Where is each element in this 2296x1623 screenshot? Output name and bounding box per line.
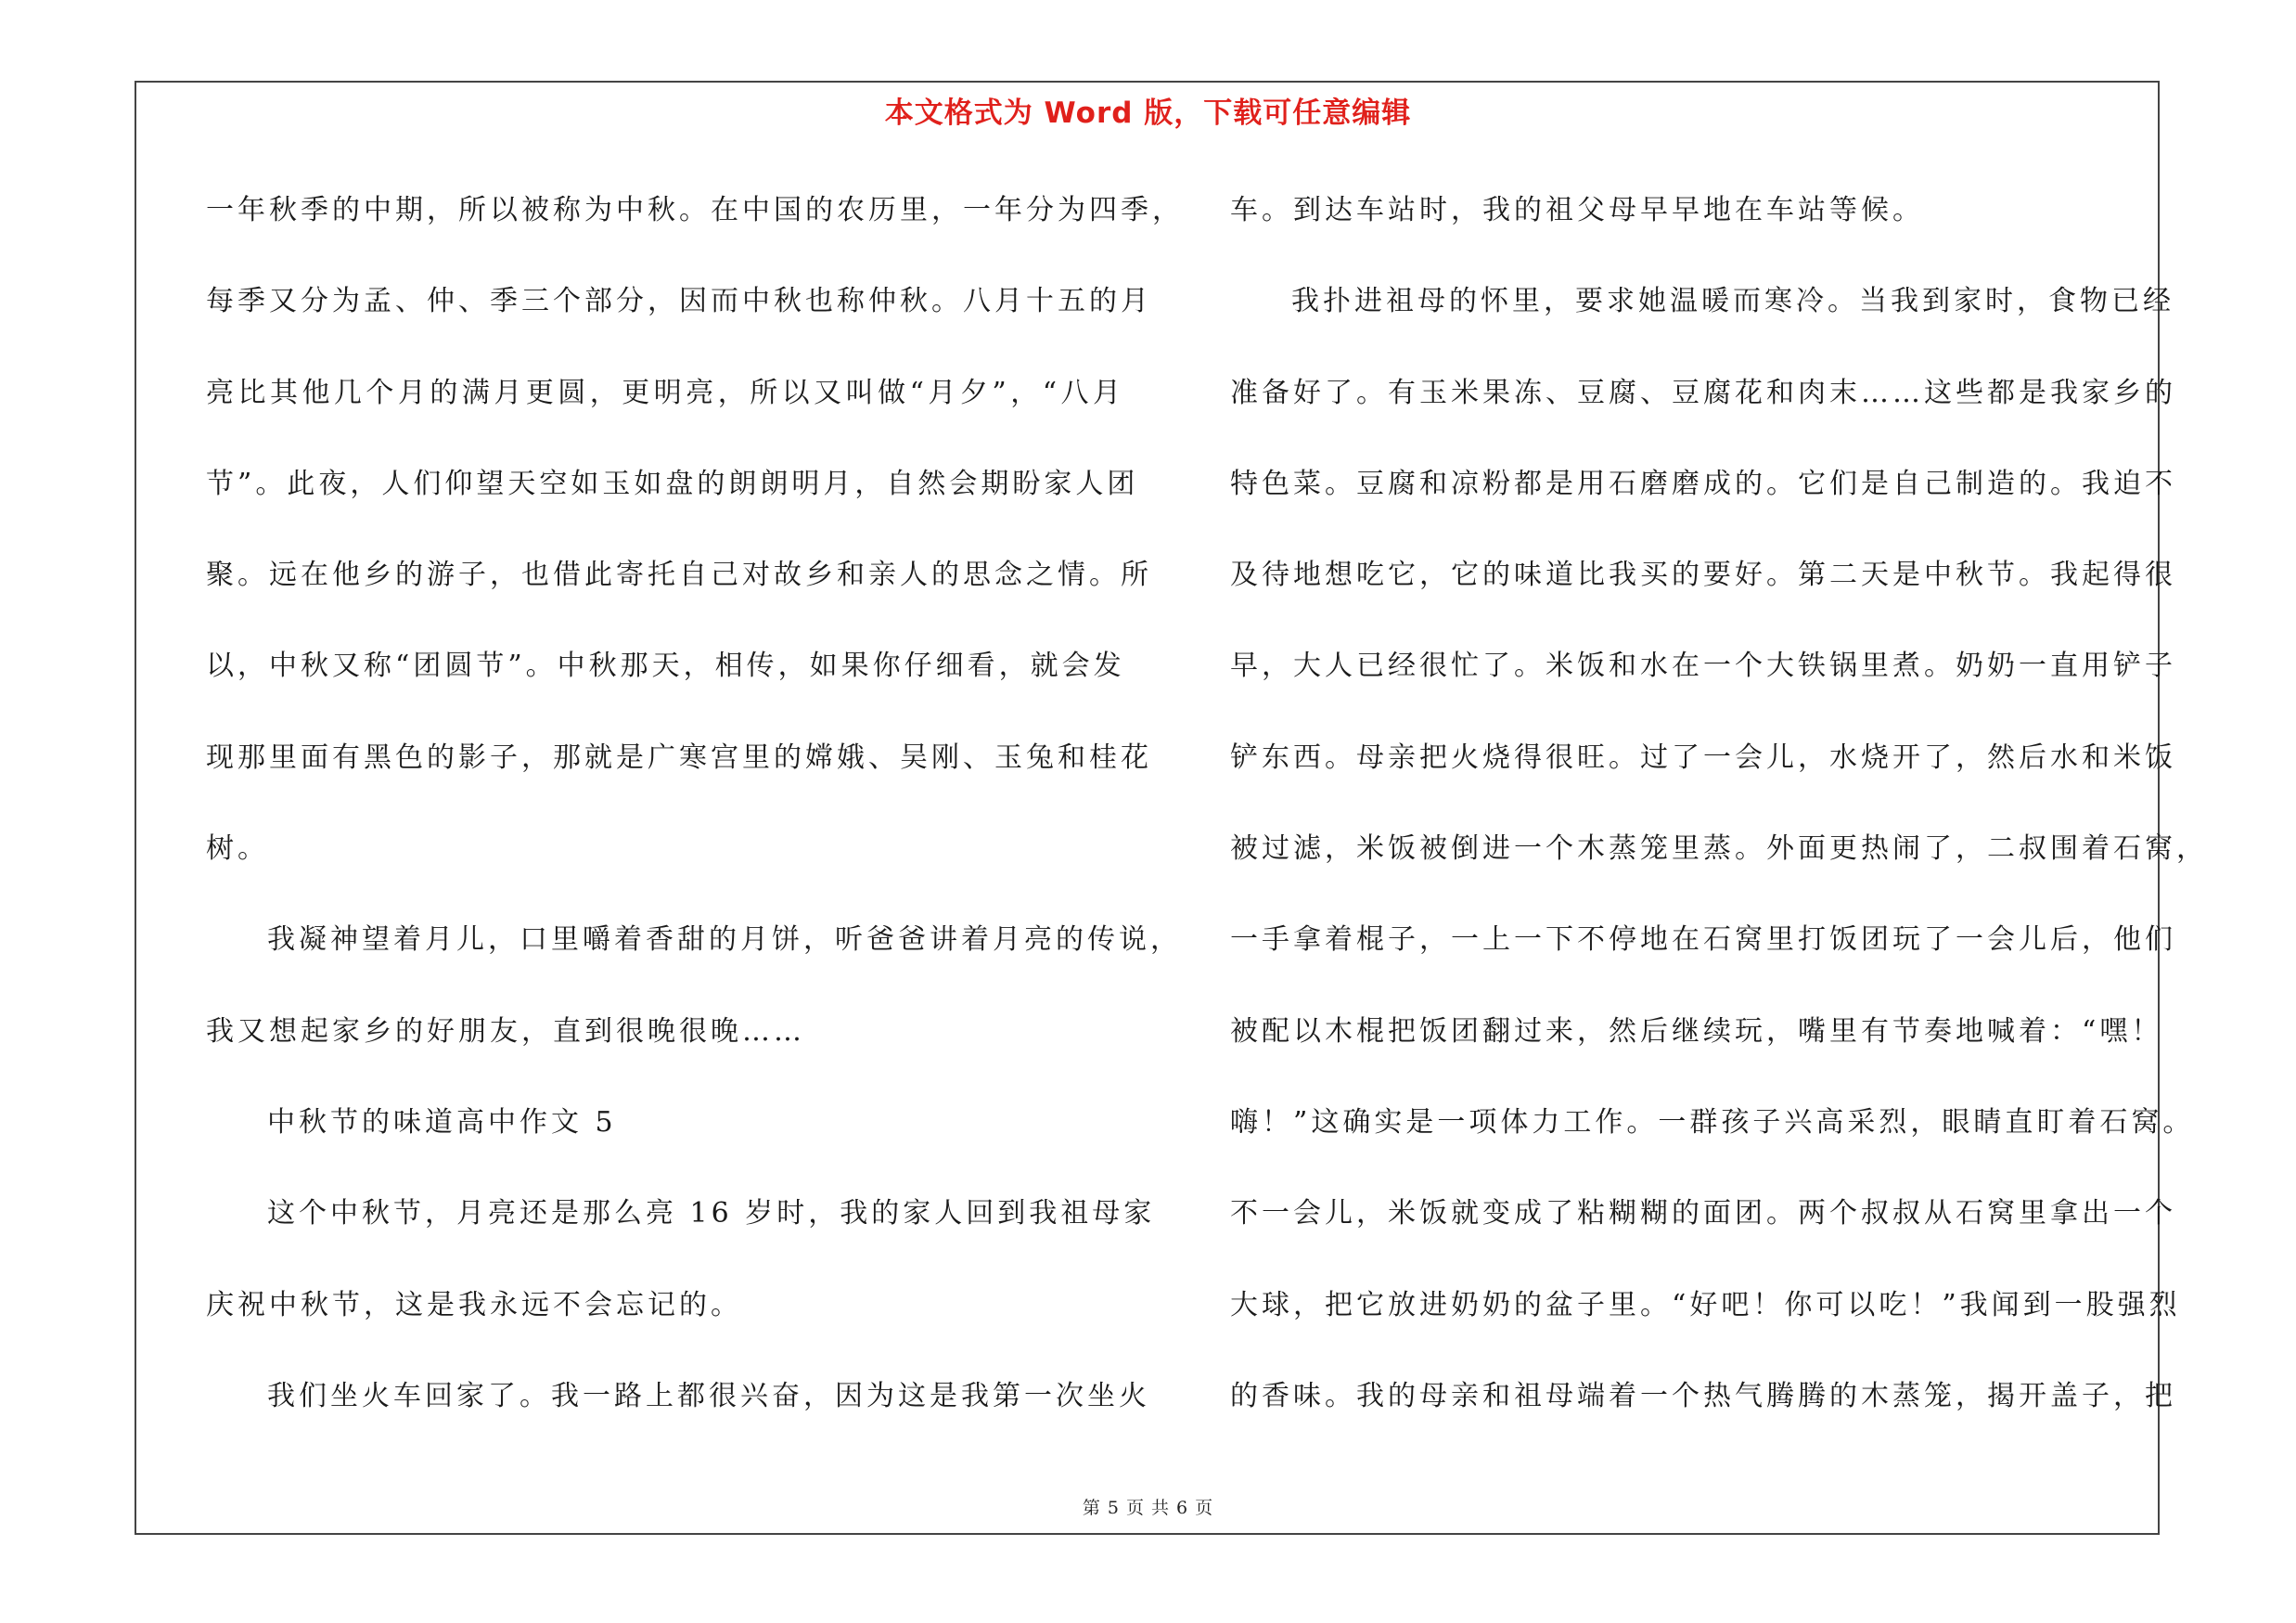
right-column-line: 车。到达车站时，我的祖父母早早地在车站等候。 [1230,194,1924,226]
left-column-line: 亮比其他几个月的满月更圆，更明亮，所以又叫做“月夕”，“八月 [206,376,1124,409]
left-column-line: 每季又分为孟、仲、季三个部分，因而中秋也称仲秋。八月十五的月 [206,285,1152,318]
right-column-line: 被过滤，米饭被倒进一个木蒸笼里蒸。外面更热闹了，二叔围着石窝， [1230,832,2208,866]
document-banner: 本文格式为 Word 版，下载可任意编辑 [884,97,1412,130]
right-column-line: 被配以木棍把饭团翻过来，然后继续玩，嘴里有节奏地喊着：“嘿！ [1230,1014,2163,1048]
right-column-line: 准备好了。有玉米果冻、豆腐、豆腐花和肉末……这些都是我家乡的 [1230,376,2176,409]
right-column-line: 大球，把它放进奶奶的盆子里。“好吧！你可以吃！”我闻到一股强烈 [1230,1288,2181,1321]
left-column-line: 我又想起家乡的好朋友，直到很晚很晚…… [206,1014,805,1048]
right-column-line: 铲东西。母亲把火烧得很旺。过了一会儿，水烧开了，然后水和米饭 [1230,741,2176,774]
right-column-line: 我扑进祖母的怀里，要求她温暖而寒冷。当我到家时，食物已经 [1291,285,2174,318]
left-column-line: 一年秋季的中期，所以被称为中秋。在中国的农历里，一年分为四季， [206,194,1184,226]
left-column-line: 树。 [206,832,269,866]
left-text-column [206,182,1184,1459]
right-column-line: 的香味。我的母亲和祖母端着一个热气腾腾的木蒸笼，揭开盖子，把 [1230,1379,2176,1412]
left-column-line: 聚。远在他乡的游子，也借此寄托自己对故乡和亲人的思念之情。所 [206,559,1152,592]
left-column-line: 这个中秋节，月亮还是那么亮 16 岁时，我的家人回到我祖母家 [267,1197,1156,1230]
left-column-line: 中秋节的味道高中作文 5 [267,1105,617,1139]
right-column-line: 特色菜。豆腐和凉粉都是用石磨磨成的。它们是自己制造的。我迫不 [1230,467,2176,500]
right-text-column [1230,182,2208,1459]
page-number-footer: 第 5 页 共 6 页 [1082,1498,1214,1518]
left-column-line: 庆祝中秋节，这是我永远不会忘记的。 [206,1288,742,1321]
left-column-line: 以，中秋又称“团圆节”。中秋那天，相传，如果你仔细看，就会发 [206,650,1125,683]
right-column-line: 一手拿着棍子，一上一下不停地在石窝里打饭团玩了一会儿后，他们 [1230,923,2176,957]
left-column-line: 我凝神望着月儿，口里嚼着香甜的月饼，听爸爸讲着月亮的传说， [267,923,1182,957]
left-column-line: 我们坐火车回家了。我一路上都很兴奋，因为这是我第一次坐火 [267,1379,1150,1412]
left-column-line: 节”。此夜，人们仰望天空如玉如盘的朗朗明月，自然会期盼家人团 [206,467,1139,500]
left-column-line: 现那里面有黑色的影子，那就是广寒宫里的嫦娥、吴刚、玉兔和桂花 [206,741,1152,774]
right-column-line: 不一会儿，米饭就变成了粘糊糊的面团。两个叔叔从石窝里拿出一个 [1230,1197,2176,1230]
right-column-line: 嗨！”这确实是一项体力工作。一群孩子兴高采烈，眼睛直盯着石窝。 [1230,1105,2195,1139]
right-column-line: 早，大人已经很忙了。米饭和水在一个大铁锅里煮。奶奶一直用铲子 [1230,650,2176,683]
right-column-line: 及待地想吃它，它的味道比我买的要好。第二天是中秋节。我起得很 [1230,559,2176,592]
